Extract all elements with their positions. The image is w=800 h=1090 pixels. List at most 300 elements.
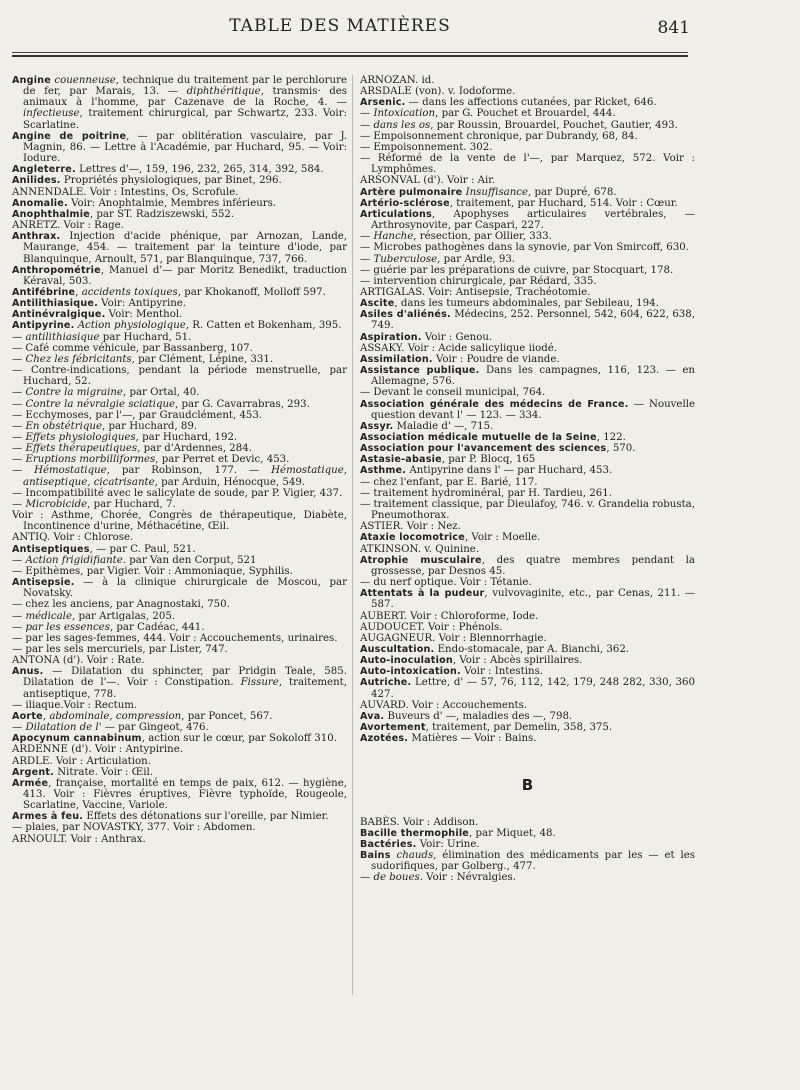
index-entry: [12, 499, 347, 510]
entry-text: , par Arduin, Hénocque, 549.: [154, 476, 306, 488]
index-entry: [360, 97, 695, 108]
entry-keyword: Aspiration.: [360, 331, 422, 343]
index-entry: [12, 365, 347, 387]
entry-text: —: [12, 443, 26, 455]
entry-italic: Contre la migraine: [25, 387, 123, 399]
entry-text: Voir: Anophtalmie, Membres inférieurs.: [67, 197, 277, 209]
entry-text: — Ecchymoses, par l'—, par Graudclément, 453.: [12, 409, 263, 421]
entry-text: — Dilatation du sphincter, par Pridgin Teale, 585. Dilatation de l'—. Voir : Constipation.: [23, 666, 347, 689]
entry-text: ANNENDALE. Voir : Intestins, Os, Scrofule.: [12, 186, 239, 198]
index-entry: [360, 733, 695, 744]
entry-italic: chauds: [396, 850, 434, 861]
entry-keyword: Artério-sclérose: [360, 197, 450, 209]
index-entry: [12, 722, 347, 733]
right-column: [360, 75, 695, 883]
index-entry: [12, 75, 347, 131]
entry-text: Voir: Urine.: [416, 838, 480, 850]
entry-keyword: Association pour l'avancement des sciences: [360, 443, 607, 455]
index-entry: [12, 666, 347, 699]
entry-keyword: Apocynum cannabinum: [12, 733, 142, 745]
index-entry: [12, 410, 347, 421]
entry-text: , Manuel d'— par Moritz Benedikt, traduction Kéraval, 503.: [23, 264, 347, 287]
entry-text: —: [12, 454, 26, 466]
entry-text: ANRETZ. Voir : Rage.: [12, 220, 124, 232]
entry-text: ANTONA (d'). Voir : Rate.: [12, 655, 145, 667]
entry-text: ARNOULT. Voir : Anthrax.: [12, 833, 146, 845]
entry-text: , 570.: [606, 443, 636, 455]
index-entry: [360, 465, 695, 476]
entry-text: , par Clément, Lépine, 331.: [131, 353, 274, 365]
entry-text: . Voir : Névralgies.: [419, 872, 516, 884]
entry-text: Nitrate. Voir : Œil.: [54, 766, 153, 778]
index-entry: [360, 421, 695, 432]
index-entry: [12, 421, 347, 432]
entry-text: BABÈS. Voir : Addison.: [360, 816, 479, 828]
entry-italic: infectieuse: [23, 108, 80, 120]
entry-italic: Hanche: [373, 231, 414, 243]
entry-text: —: [360, 108, 374, 120]
entry-italic: accidents toxiques: [81, 286, 178, 298]
entry-keyword: Anus.: [12, 666, 44, 678]
entry-keyword: Autriche.: [360, 677, 412, 689]
entry-italic: Action frigidifiante: [25, 554, 123, 566]
index-entry: [12, 332, 347, 343]
index-entry: [360, 175, 695, 186]
entry-text: — Contre-indications, pendant la période menstruelle, par Huchard, 52.: [12, 365, 347, 388]
entry-text: — Empoisonnement chronique, par Dubrandy, 68, 84.: [360, 130, 638, 142]
index-entry: [12, 287, 347, 298]
index-entry: [12, 599, 347, 610]
index-entry: [12, 644, 347, 655]
index-entry: [360, 555, 695, 577]
index-entry: [360, 108, 695, 119]
index-entry: [12, 465, 347, 487]
entry-text: — Nouvelle question devant l' — 123. — 334.: [371, 398, 695, 421]
entry-text: , française, mortalité en temps de paix, 612. — hygiène, 413. Voir : Fièvres éruptives, Fièvre typhoïde, Rougeole, Scarlatine, Vaccine, Variole.: [23, 777, 347, 812]
entry-text: , par Huchard, 192.: [135, 432, 238, 443]
index-entry: [360, 387, 695, 398]
entry-italic: Intoxication: [373, 108, 436, 120]
entry-text: — Réformé de la vente de l'—, par Marquez, 572. Voir : Lymphômes.: [360, 153, 695, 176]
entry-keyword: Asiles d'aliénés.: [360, 309, 451, 321]
index-entry: [12, 700, 347, 711]
entry-text: — traitement hydrominéral, par H. Tardieu, 261.: [360, 487, 612, 499]
entry-keyword: Bains: [360, 850, 391, 861]
index-entry: [360, 711, 695, 722]
index-entry: [360, 120, 695, 131]
entry-text: ,: [75, 286, 82, 298]
entry-text: , par Huchard, 89.: [102, 420, 198, 432]
entry-text: Endo-stomacale, par A. Bianchi, 362.: [434, 643, 630, 655]
entry-text: — plaies, par NOVASTKY, 377. Voir : Abdomen.: [12, 822, 256, 834]
entry-keyword: Bactéries.: [360, 838, 417, 850]
index-entry: [360, 644, 695, 655]
entry-text: — dans les affections cutanées, par Ricket, 646.: [405, 97, 657, 109]
entry-keyword: Anthropométrie: [12, 264, 101, 276]
entry-keyword: Anophthalmie: [12, 208, 90, 220]
entry-italic: Hémostatique: [34, 465, 107, 477]
entry-text: , traitement chirurgical, par Schwartz, 233. Voir: Scarlatine.: [23, 108, 347, 131]
index-entry: [12, 220, 347, 231]
index-entry: [360, 432, 695, 443]
index-entry: [360, 75, 695, 86]
entry-text: —: [12, 420, 26, 432]
entry-text: — par Gingeot, 476.: [101, 722, 209, 734]
index-entry: [12, 577, 347, 599]
entry-text: Voir : Asthme, Chorée, Congrès de thérapeutique, Diabète, Incontinence d'urine, Méthacétine, Œil.: [12, 510, 347, 533]
entry-text: , R. Catten et Bokenham, 395.: [185, 320, 342, 332]
left-column: [12, 75, 347, 845]
entry-italic: Hémostatique, antiseptique, cicatrisante: [23, 465, 347, 488]
entry-text: AUGAGNEUR. Voir : Blennorrhagie.: [360, 632, 547, 644]
entry-text: , action sur le cœur, par Sokoloff 310.: [141, 733, 337, 745]
entry-italic: Chez les fébricitants: [25, 353, 132, 365]
entry-text: — Café comme véhicule, par Bassanberg, 107.: [12, 342, 253, 354]
entry-italic: Effets thérapeutiques: [25, 443, 138, 455]
entry-keyword: Assimilation.: [360, 353, 433, 365]
index-entry: [12, 566, 347, 577]
entry-keyword: Armée: [12, 777, 49, 789]
index-entry: [360, 131, 695, 142]
index-entry: [360, 142, 695, 153]
index-entry: [12, 164, 347, 175]
entry-text: —: [12, 498, 26, 510]
entry-italic: de boues: [373, 872, 420, 884]
entry-keyword: Anomalie.: [12, 197, 68, 209]
entry-text: —: [12, 554, 26, 566]
entry-italic: Insuffisance: [465, 186, 529, 198]
entry-keyword: Aorte: [12, 710, 43, 722]
entry-text: , Voir : Abcès spirillaires.: [452, 655, 583, 667]
entry-text: —: [12, 610, 26, 622]
entry-italic: dans les os: [373, 119, 431, 131]
entry-text: —: [360, 119, 374, 131]
entry-text: Effets des détonations sur l'oreille, par Nimier.: [83, 811, 329, 823]
entry-text: — traitement classique, par Dieulafoy, 746. v. Grandelia robusta, Pneumothorax.: [360, 498, 695, 522]
entry-keyword: Astasie-abasie: [360, 454, 442, 466]
index-entry: [12, 354, 347, 365]
entry-keyword: Ataxie locomotrice: [360, 532, 465, 544]
entry-text: — Devant le conseil municipal, 764.: [360, 387, 546, 399]
entry-text: ARDENNE (d'). Voir : Antypirine.: [12, 744, 183, 756]
entry-text: , par P. Blocq, 165: [441, 454, 536, 466]
entry-keyword: Auto-inoculation: [360, 655, 453, 667]
index-entry: [12, 454, 347, 465]
entry-italic: Fissure: [240, 677, 279, 689]
entry-text: Matières — Voir : Bains.: [408, 733, 537, 745]
index-entry: [12, 131, 347, 164]
entry-text: , traitement, antiseptique, 778.: [23, 677, 347, 700]
index-entry: [12, 822, 347, 833]
entry-text: , — par C. Paul, 521.: [89, 543, 196, 555]
entry-keyword: Atrophie musculaire: [360, 554, 482, 566]
index-entry: [360, 521, 695, 532]
entry-text: — Epithèmes, par Vigier. Voir : Ammoniaque, Syphilis.: [12, 565, 293, 577]
entry-text: , traitement, par Huchard, 514. Voir : Cœur.: [449, 197, 678, 209]
entry-text: Médecins, 252. Personnel, 542, 604, 622, 638, 749.: [371, 309, 695, 332]
index-entry: [12, 532, 347, 543]
entry-text: , résection, par Ollier, 333.: [413, 231, 552, 243]
index-entry: [360, 532, 695, 543]
index-entry: [360, 722, 695, 733]
entry-italic: antilithiasique: [25, 331, 100, 343]
entry-text: Lettre, d' — 57, 76, 112, 142, 179, 248 282, 330, 360 427.: [371, 677, 695, 700]
entry-text: , par ST. Radziszewski, 552.: [89, 208, 235, 220]
entry-text: ,: [42, 710, 50, 722]
entry-italic: couenneuse: [54, 75, 116, 86]
entry-keyword: Auto-intoxication.: [360, 666, 461, 678]
entry-italic: abdominale, compression: [49, 710, 182, 722]
entry-text: ARNOZAN. id.: [360, 75, 435, 86]
index-entry: [12, 309, 347, 320]
entry-text: Buveurs d' —, maladies des —, 798.: [384, 710, 573, 722]
entry-italic: par les essences: [25, 621, 110, 633]
index-entry: [12, 432, 347, 443]
index-entry: [360, 332, 695, 343]
index-entry: [12, 510, 347, 532]
entry-text: , par Huchard, 7.: [87, 498, 176, 510]
header-rule: [12, 52, 688, 53]
entry-italic: En obstétrique: [25, 420, 103, 432]
entry-keyword: Antisepsie.: [12, 577, 75, 589]
index-entry: [12, 298, 347, 309]
entry-text: Voir : Poudre de viande.: [432, 353, 560, 365]
entry-text: , Voir : Moelle.: [464, 532, 541, 544]
index-entry: [360, 499, 695, 521]
entry-text: , par Khokanoff, Molloff 597.: [177, 286, 326, 298]
index-entry: [12, 320, 347, 331]
index-entry: [12, 611, 347, 622]
index-entry: [12, 209, 347, 220]
index-entry: [360, 700, 695, 711]
entry-text: — par les sels mercuriels, par Lister, 747.: [12, 643, 228, 655]
index-entry: [360, 198, 695, 209]
entry-text: Propriétés physiologiques, par Binet, 296.: [60, 175, 282, 187]
entry-text: AUVARD. Voir : Accouchements.: [360, 699, 528, 711]
index-entry: [360, 242, 695, 253]
entry-text: , par d'Ardennes, 284.: [137, 443, 252, 455]
index-entry: [360, 817, 695, 828]
entry-text: — du nerf optique. Voir : Tétanie.: [360, 577, 532, 589]
entry-text: , vulvovaginite, etc., par Cenas, 211. — 587.: [371, 588, 695, 611]
entry-keyword: Arsenic.: [360, 97, 406, 109]
index-entry: [12, 622, 347, 633]
entry-text: — Empoisonnement. 302.: [360, 141, 493, 153]
entry-italic: Tuberculose: [373, 253, 438, 265]
column-divider: [352, 75, 353, 995]
entry-text: ANTIQ. Voir : Chlorose.: [12, 532, 134, 544]
entry-text: — Incompatibilité avec le salicylate de soude, par P. Vigier, 437.: [12, 487, 343, 499]
index-entry: [12, 443, 347, 454]
entry-text: —: [12, 465, 35, 477]
index-entry: [12, 711, 347, 722]
entry-text: , par Perret et Devic, 453.: [155, 454, 290, 466]
index-entry: [360, 544, 695, 555]
entry-text: Lettres d'—, 159, 196, 232, 265, 314, 392, 584.: [75, 164, 324, 176]
entry-text: — guérie par les préparations de cuivre, par Stocquart, 178.: [360, 264, 674, 276]
entry-text: —: [12, 432, 26, 443]
index-entry: [12, 778, 347, 811]
index-entry: [360, 828, 695, 839]
entry-italic: Dilatation de l': [25, 722, 102, 734]
entry-text: — par les sages-femmes, 444. Voir : Accouchements, urinaires.: [12, 632, 338, 644]
index-entry: [12, 767, 347, 778]
entry-keyword: Armes à feu.: [12, 811, 84, 823]
entry-keyword: Ascite: [360, 298, 395, 310]
entry-text: — chez l'enfant, par E. Barié, 117.: [360, 476, 538, 488]
index-entry: [360, 86, 695, 97]
index-entry: [360, 153, 695, 175]
index-entry: [360, 309, 695, 331]
entry-keyword: Association médicale mutuelle de la Seine: [360, 432, 597, 443]
entry-text: —: [12, 331, 26, 343]
entry-keyword: Antilithiasique.: [12, 298, 98, 310]
entry-keyword: Ava.: [360, 710, 385, 722]
entry-text: , par Ortal, 40.: [122, 387, 200, 399]
entry-keyword: Antifébrine: [12, 286, 76, 298]
entry-text: —: [12, 398, 26, 410]
entry-text: — iliaque.Voir : Rectum.: [12, 699, 138, 711]
index-entry: [12, 633, 347, 644]
entry-keyword: Anilides.: [12, 175, 61, 187]
entry-keyword: Association générale des médecins de France.: [360, 398, 629, 410]
section-b-entries: [360, 817, 695, 884]
index-entry: [360, 677, 695, 699]
entry-text: — à la clinique chirurgicale de Moscou, par Novatsky.: [23, 577, 347, 600]
section-b-heading: B: [521, 776, 534, 795]
page-title: TABLE DES MATIÈRES: [229, 16, 451, 36]
index-entry: [360, 872, 695, 883]
index-entry: [360, 276, 695, 287]
entry-keyword: Articulations: [360, 208, 432, 220]
entry-keyword: Assyr.: [360, 420, 394, 432]
entry-text: , des quatre membres pendant la grossesse, par Desnos 45.: [371, 554, 695, 577]
entry-text: —: [12, 353, 26, 365]
entry-text: ASTIER. Voir : Nez.: [360, 521, 461, 533]
entry-text: Voir : Intestins.: [460, 666, 544, 678]
entry-text: , transmis· des animaux à l'homme, par Cazenave de la Roche, 4. —: [23, 86, 347, 109]
index-entry: [360, 454, 695, 465]
entry-keyword: Auscultation.: [360, 643, 435, 655]
entry-keyword: Antiseptiques: [12, 543, 90, 555]
index-entry: [360, 254, 695, 265]
entry-keyword: Bacille thermophile: [360, 827, 470, 839]
entry-keyword: Artère: [360, 186, 396, 198]
entry-italic: médicale: [25, 610, 72, 622]
index-entry: [12, 744, 347, 755]
index-entry: [12, 488, 347, 499]
right-column-entries: [360, 75, 695, 744]
entry-text: Antipyrine dans l' — par Huchard, 453.: [406, 465, 613, 477]
entry-text: , — par oblitération vasculaire, par J. Magnin, 86. — Lettre à l'Académie, par Huchard, 95. — Voir: Iodure.: [23, 130, 347, 165]
index-entry: [360, 839, 695, 850]
index-entry: [360, 365, 695, 387]
entry-keyword: Antinévralgique.: [12, 309, 106, 321]
index-entry: [360, 611, 695, 622]
entry-keyword: Avortement: [360, 722, 426, 734]
index-entry: [12, 544, 347, 555]
entry-text: Injection d'acide phénique, par Arnozan, Lande, Maurange, 454. — traitement par la teinture d'iode, par Blanquinque, Arnoult, 571, par Blanquinque, 737, 766.: [23, 231, 347, 265]
entry-text: ARTIGALAS. Voir: Antisepsie, Trachéotomie.: [360, 286, 591, 298]
index-entry: [360, 231, 695, 242]
entry-text: —: [360, 231, 374, 243]
entry-keyword: Azotées.: [360, 733, 409, 745]
entry-text: , par Dupré, 678.: [528, 186, 617, 198]
index-entry: [360, 577, 695, 588]
entry-italic: Microbicide: [25, 498, 88, 510]
entry-text: Voir: Menthol.: [105, 309, 183, 321]
entry-text: par Huchard, 51.: [99, 331, 192, 343]
entry-text: , par G. Pouchet et Brouardel, 444.: [435, 108, 616, 120]
entry-text: , 122.: [596, 432, 626, 443]
entry-text: , par Robinson, 177. —: [106, 465, 272, 477]
index-entry: [360, 265, 695, 276]
index-entry: [360, 399, 695, 421]
entry-keyword: pulmonaire: [398, 186, 463, 198]
entry-text: , technique du traitement par le perchlorure de fer, par Marais, 13. —: [23, 75, 347, 98]
entry-keyword: Anthrax.: [12, 231, 61, 243]
index-entry: [360, 287, 695, 298]
entry-text: , par Cadéac, 441.: [109, 621, 205, 633]
index-entry: [360, 633, 695, 644]
index-entry: [12, 399, 347, 410]
entry-text: , par Poncet, 567.: [181, 710, 273, 722]
entry-text: —: [360, 253, 374, 265]
entry-italic: Effets physiologiques: [25, 432, 136, 443]
index-entry: [360, 655, 695, 666]
entry-keyword: Angleterre.: [12, 164, 76, 176]
entry-text: —: [360, 872, 374, 884]
entry-keyword: Angine: [12, 75, 51, 86]
entry-text: , par Miquet, 48.: [469, 827, 556, 839]
entry-keyword: Assistance publique.: [360, 365, 480, 377]
index-entry: [360, 477, 695, 488]
index-entry: [12, 387, 347, 398]
index-entry: [360, 622, 695, 633]
entry-text: ARSONVAL (d'). Voir : Air.: [360, 175, 496, 187]
entry-text: AUDOUCET. Voir : Phénols.: [360, 621, 503, 633]
page-number: 841: [657, 18, 690, 38]
index-entry: [360, 488, 695, 499]
entry-text: . par Van den Corput, 521: [122, 554, 257, 566]
header-rule-thick: [12, 55, 688, 57]
entry-text: — intervention chirurgicale, par Rédard, 335.: [360, 275, 597, 287]
index-entry: [12, 733, 347, 744]
index-entry: [12, 343, 347, 354]
entry-text: ASSAKY. Voir : Acide salicylique iiodé.: [360, 342, 558, 354]
entry-text: ARDLE. Voir : Articulation.: [12, 755, 151, 767]
page-header: [0, 16, 800, 46]
index-entry: [360, 209, 695, 231]
entry-text: Voir: Antipyrine.: [97, 298, 187, 310]
index-entry: [12, 655, 347, 666]
index-entry: [360, 343, 695, 354]
index-entry: [360, 354, 695, 365]
entry-italic: Eruptions morbilliformes: [25, 454, 156, 466]
entry-text: — Microbes pathogènes dans la synovie, par Von Smircoff, 630.: [360, 242, 689, 254]
index-entry: [360, 187, 695, 198]
index-entry: [12, 756, 347, 767]
index-entry: [360, 850, 695, 872]
entry-keyword: Asthme.: [360, 465, 407, 477]
entry-italic: diphthéritique: [186, 86, 261, 98]
index-entry: [12, 555, 347, 566]
entry-text: Maladie d' —, 715.: [393, 420, 494, 432]
index-entry: [360, 666, 695, 677]
entry-keyword: Argent.: [12, 766, 54, 778]
entry-text: AUBERT. Voir : Chloroforme, Iode.: [360, 610, 539, 622]
entry-text: , dans les tumeurs abdominales, par Sebileau, 194.: [394, 298, 659, 310]
